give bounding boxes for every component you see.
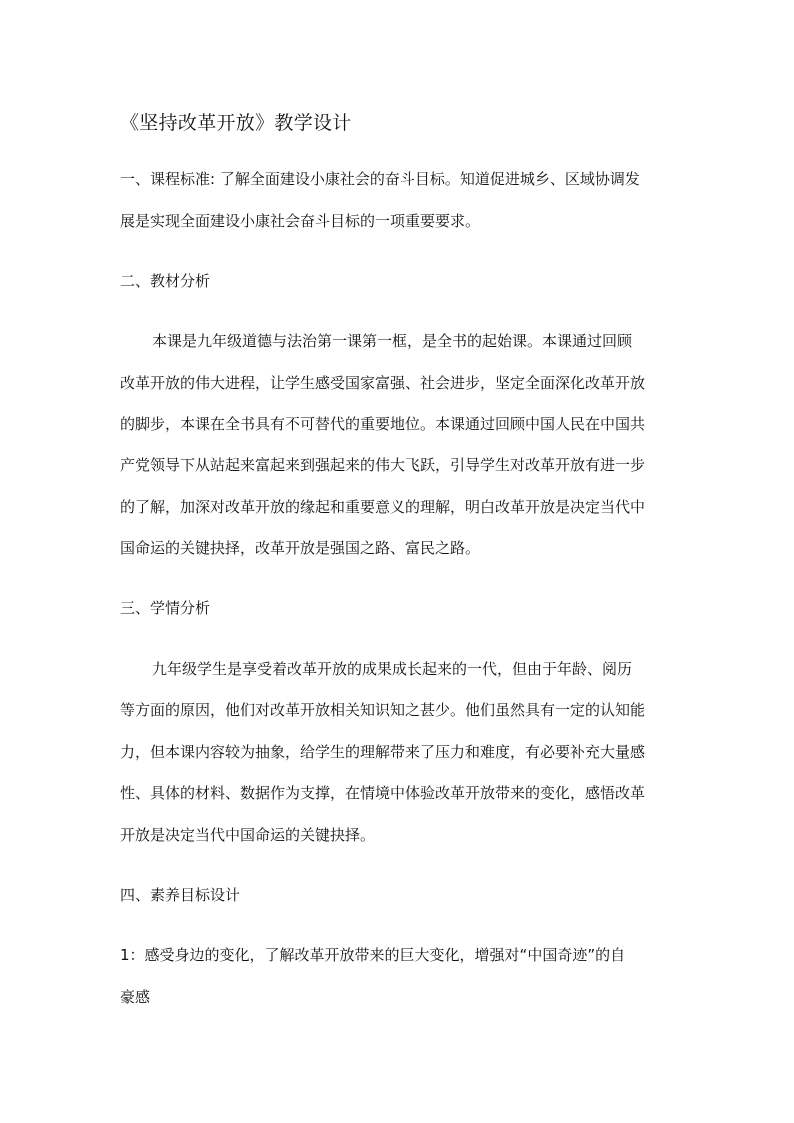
section3-paragraph-line: 性、具体的材料、数据作为支撑，在情境中体验改革开放带来的变化，感悟改革 <box>120 784 646 802</box>
section2-paragraph-line: 本课是九年级道德与法治第一课第一框，是全书的起始课。本课通过回顾 <box>152 332 633 350</box>
section2-paragraph-line: 产党领导下从站起来富起来到强起来的伟大飞跃，引导学生对改革开放有进一步 <box>120 456 646 474</box>
document-title: 《坚持改革开放》教学设计 <box>120 112 352 134</box>
section3-heading: 三、学情分析 <box>120 599 211 617</box>
section2-paragraph-line: 改革开放的伟大进程，让学生感受国家富强、社会进步，坚定全面深化改革开放 <box>120 374 646 392</box>
section3-paragraph-line: 九年级学生是享受着改革开放的成果成长起来的一代，但由于年龄、阅历 <box>152 660 633 678</box>
section2-paragraph-line: 的了解，加深对改革开放的缘起和重要意义的理解，明白改革开放是决定当代中 <box>120 498 646 516</box>
section1-line-1: 一、课程标准: 了解全面建设小康社会的奋斗目标。知道促进城乡、区域协调发 <box>120 170 640 188</box>
section2-paragraph-line: 国命运的关键抉择，改革开放是强国之路、富民之路。 <box>120 539 481 557</box>
section1-line-2: 展是实现全面建设小康社会奋斗目标的一项重要要求。 <box>120 212 481 230</box>
section3-paragraph-line: 力，但本课内容较为抽象，给学生的理解带来了压力和难度，有必要补充大量感 <box>120 743 646 761</box>
section3-paragraph-line: 开放是决定当代中国命运的关键抉择。 <box>120 826 376 844</box>
section4-item1-line-1: 1：感受身边的变化，了解改革开放带来的巨大变化，增强对“中国奇迹”的自 <box>120 946 626 964</box>
section4-item1-line-2: 豪感 <box>120 988 151 1006</box>
section3-paragraph-line: 等方面的原因，他们对改革开放相关知识知之甚少。他们虽然具有一定的认知能 <box>120 701 646 719</box>
section4-heading: 四、素养目标设计 <box>120 886 241 904</box>
section2-paragraph-line: 的脚步，本课在全书具有不可替代的重要地位。本课通过回顾中国人民在中国共 <box>120 415 646 433</box>
section2-heading: 二、教材分析 <box>120 272 211 290</box>
